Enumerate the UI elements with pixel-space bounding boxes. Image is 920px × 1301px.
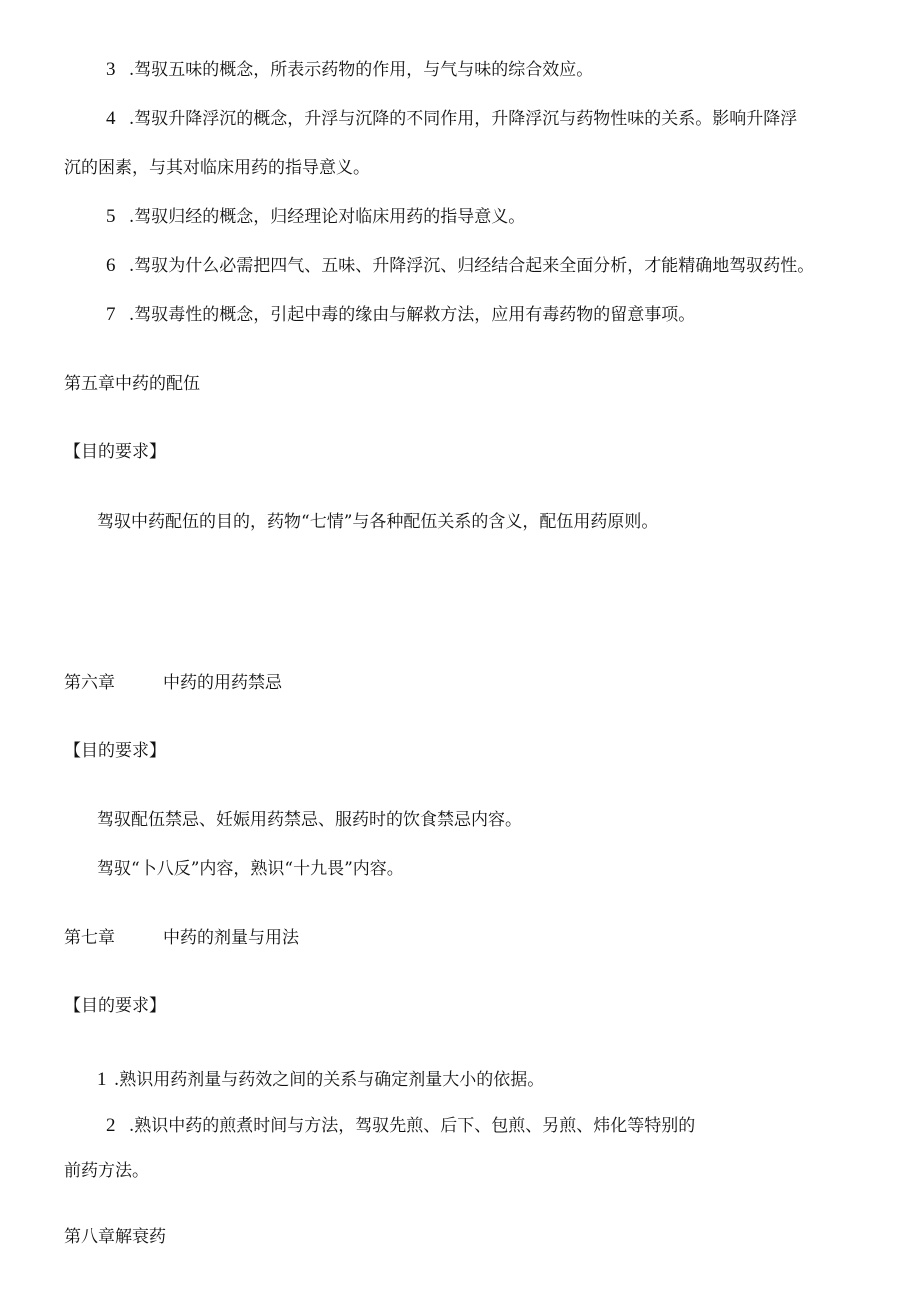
item-continuation: 前药方法。 — [64, 1161, 149, 1181]
list-item — [106, 1114, 695, 1138]
item-text: .驾驭为什么必需把四气、五味、升降浮沉、归经结合起来全面分析，才能精确地驾驭药性。 — [128, 256, 815, 276]
list-item — [106, 205, 525, 229]
item-text: .熟识用药剂量与药效之间的关系与确定剂量大小的依据。 — [113, 1070, 545, 1090]
paragraph: 驾驭“卜八反”内容，熟识“十九畏”内容。 — [97, 859, 404, 879]
chapter-number: 第七章 — [64, 928, 115, 948]
section-heading: 【目的要求】 — [64, 442, 166, 462]
item-continuation: 沉的困素，与其对临床用药的指导意义。 — [64, 158, 370, 178]
item-number: 3 — [106, 59, 116, 80]
chapter-number: 第六章 — [64, 673, 115, 693]
item-text: .驾驭毒性的概念，引起中毒的缘由与解救方法，应用有毒药物的留意事项。 — [128, 305, 696, 325]
chapter-name: 中药的剂量与用法 — [163, 928, 299, 948]
chapter-title — [64, 671, 282, 695]
list-item — [106, 107, 797, 131]
paragraph: 驾驭中药配伍的目的，药物“七情”与各种配伍关系的含义，配伍用药原则。 — [97, 512, 659, 532]
item-text: .熟识中药的煎煮时间与方法，驾驭先煎、后下、包煎、另煎、炜化等特别的 — [128, 1116, 696, 1136]
item-text: .驾驭升降浮沉的概念，升浮与沉降的不同作用，升降浮沉与药物性味的关系。影响升降浮 — [128, 109, 798, 129]
chapter-title — [64, 926, 299, 950]
section-heading: 【目的要求】 — [64, 741, 166, 761]
chapter-title: 第五章中药的配伍 — [64, 374, 200, 394]
item-text: .驾驭五味的概念，所表示药物的作用，与气与味的综合效应。 — [128, 60, 594, 80]
item-number: 2 — [106, 1115, 116, 1136]
list-item — [97, 1068, 544, 1092]
chapter-title: 第八章解衰药 — [64, 1227, 166, 1247]
chapter-name: 中药的用药禁忌 — [163, 673, 282, 693]
paragraph: 驾驭配伍禁忌、妊娠用药禁忌、服药时的饮食禁忌内容。 — [97, 810, 522, 830]
list-item — [106, 303, 695, 327]
list-item — [106, 58, 593, 82]
item-number: 1 — [97, 1069, 107, 1090]
item-number: 5 — [106, 206, 116, 227]
item-number: 6 — [106, 255, 116, 276]
section-heading: 【目的要求】 — [64, 996, 166, 1016]
item-number: 4 — [106, 108, 116, 129]
item-number: 7 — [106, 304, 116, 325]
list-item — [106, 254, 814, 278]
item-text: .驾驭归经的概念，归经理论对临床用药的指导意义。 — [128, 207, 526, 227]
